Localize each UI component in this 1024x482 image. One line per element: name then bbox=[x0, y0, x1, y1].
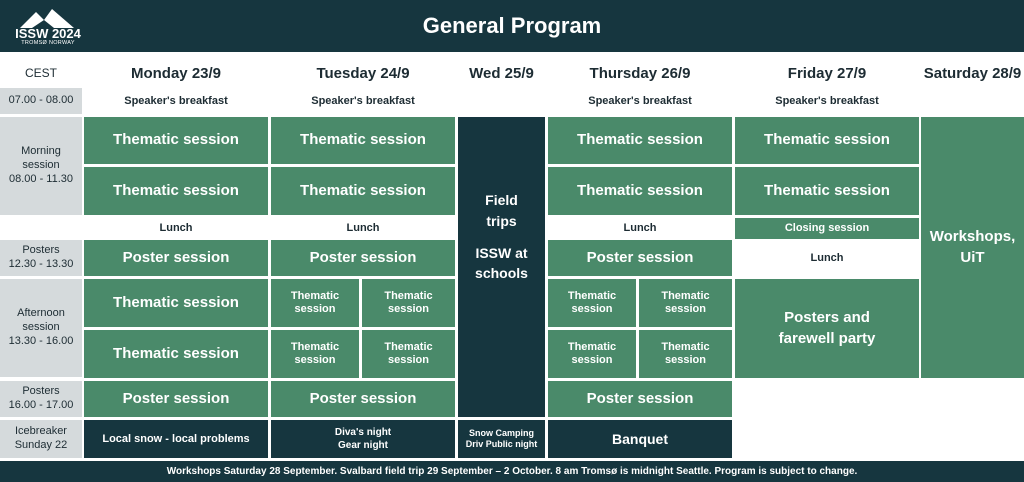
thursday-thematic-session-1: Thematic session bbox=[548, 117, 732, 164]
tuesday-poster-session: Poster session bbox=[271, 240, 455, 276]
thursday-breakfast: Speaker's breakfast bbox=[588, 95, 692, 107]
day-header-thursday: Thursday 26/9 bbox=[589, 64, 691, 82]
day-header-wednesday: Wed 25/9 bbox=[469, 64, 534, 82]
day-header-monday: Monday 23/9 bbox=[130, 64, 222, 82]
thursday-thematic-session-3b: Thematic session bbox=[639, 279, 732, 327]
tuesday-lunch: Lunch bbox=[346, 222, 380, 234]
tuesday-thematic-session-4b: Thematic session bbox=[362, 330, 455, 378]
monday-poster-session: Poster session bbox=[84, 240, 268, 276]
timezone-label: CEST bbox=[24, 66, 57, 80]
time-label-posters-afternoon: Posters 16.00 - 17.00 bbox=[0, 381, 82, 417]
monday-evening-event: Local snow - local problems bbox=[84, 420, 268, 458]
tuesday-thematic-session-3a: Thematic session bbox=[271, 279, 359, 327]
page-title: General Program bbox=[422, 13, 602, 38]
thursday-evening-event: Banquet bbox=[548, 420, 732, 458]
friday-closing-session: Closing session bbox=[735, 218, 919, 239]
time-label-afternoon: Afternoon session 13.30 - 16.00 bbox=[0, 279, 82, 377]
time-label-posters-midday: Posters 12.30 - 13.30 bbox=[0, 240, 82, 276]
thursday-thematic-session-2: Thematic session bbox=[548, 167, 732, 215]
day-header-saturday: Saturday 28/9 bbox=[923, 64, 1022, 82]
monday-breakfast: Speaker's breakfast bbox=[124, 95, 228, 107]
monday-thematic-session-3: Thematic session bbox=[84, 279, 268, 327]
tuesday-thematic-session-3b: Thematic session bbox=[362, 279, 455, 327]
friday-posters-farewell-party: Posters and farewell party bbox=[735, 279, 919, 378]
tuesday-breakfast: Speaker's breakfast bbox=[311, 95, 415, 107]
thursday-thematic-session-3a: Thematic session bbox=[548, 279, 636, 327]
friday-lunch: Lunch bbox=[810, 252, 844, 264]
monday-thematic-session-4: Thematic session bbox=[84, 330, 268, 378]
friday-breakfast: Speaker's breakfast bbox=[775, 95, 879, 107]
logo-text: ISSW 2024 bbox=[15, 26, 81, 41]
wednesday-issw-at-schools: ISSW at schools bbox=[475, 245, 528, 282]
time-label-icebreaker: Icebreaker Sunday 22 bbox=[0, 420, 82, 458]
tuesday-poster-session-2: Poster session bbox=[271, 381, 455, 417]
tuesday-evening-event: Diva's night Gear night bbox=[271, 420, 455, 458]
friday-thematic-session-2: Thematic session bbox=[735, 167, 919, 215]
monday-poster-session-2: Poster session bbox=[84, 381, 268, 417]
monday-thematic-session-2: Thematic session bbox=[84, 167, 268, 215]
tuesday-thematic-session-2: Thematic session bbox=[271, 167, 455, 215]
saturday-workshops: Workshops, UiT bbox=[921, 117, 1024, 378]
thursday-thematic-session-4b: Thematic session bbox=[639, 330, 732, 378]
logo-subtext: TROMSØ NORWAY bbox=[21, 40, 75, 46]
wednesday-field-trips: Field trips bbox=[485, 192, 518, 229]
day-header-tuesday: Tuesday 24/9 bbox=[316, 64, 410, 82]
wednesday-main-block bbox=[458, 117, 545, 417]
tuesday-thematic-session-1: Thematic session bbox=[271, 117, 455, 164]
friday-thematic-session-1: Thematic session bbox=[735, 117, 919, 164]
time-label-morning: Morning session 08.00 - 11.30 bbox=[0, 117, 82, 215]
monday-lunch: Lunch bbox=[159, 222, 193, 234]
time-label-breakfast: 07.00 - 08.00 bbox=[0, 88, 82, 114]
tuesday-thematic-session-4a: Thematic session bbox=[271, 330, 359, 378]
thursday-poster-session-2: Poster session bbox=[548, 381, 732, 417]
monday-thematic-session-1: Thematic session bbox=[84, 117, 268, 164]
thursday-thematic-session-4a: Thematic session bbox=[548, 330, 636, 378]
thursday-lunch: Lunch bbox=[623, 222, 657, 234]
wednesday-evening-event: Snow Camping Driv Public night bbox=[458, 420, 545, 458]
day-header-friday: Friday 27/9 bbox=[787, 64, 867, 82]
footer-note: Workshops Saturday 28 September. Svalbard field trip 29 September – 2 October. 8 am Tromsø is midnight Seattle. Program is subject to change. bbox=[0, 461, 1024, 482]
thursday-poster-session: Poster session bbox=[548, 240, 732, 276]
